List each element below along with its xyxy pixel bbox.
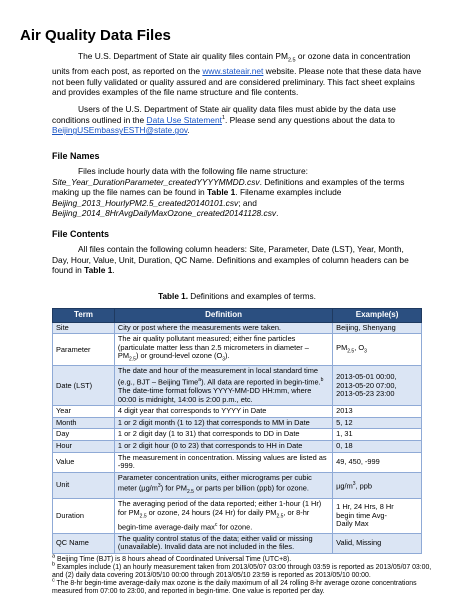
table-footnotes (52, 553, 432, 596)
table-row (53, 322, 422, 334)
footnote-marker: 1 (221, 114, 226, 121)
file-names-text: . (276, 208, 279, 219)
file-contents-text: . (112, 265, 115, 276)
term-cell: Date (LST) (53, 366, 115, 406)
example-cell: Valid, Missing (333, 533, 422, 553)
example-cell: 1 Hr, 24 Hrs, 8 Hr begin time Avg- Daily Max (333, 498, 422, 533)
column-header-examples: Example(s) (333, 309, 422, 323)
footnote-b: $^b$ Examples include (1) an hourly measurement taken from 2013/05/07 03:00 through 03:59 is reported as 2013/05/07 03:00, and (2) daily data covering 2013/05/10 00:00 through 2013/05/10 23:59 is reported as 2013/05/10 00:00. (52, 561, 432, 579)
email-link[interactable]: BeijingUSEmbassyESTH@state.gov (52, 125, 188, 136)
definition-cell: 1 or 2 digit day (1 to 31) that corresponds to DD in Date (114, 429, 332, 441)
filename-structure: Site_Year_DurationParameter_createdYYYYMMDD.csv (52, 176, 260, 187)
page-title: Air Quality Data Files (20, 27, 171, 44)
table-reference: Table 1 (84, 265, 113, 276)
term-cell: Year (53, 406, 115, 418)
table-row (53, 452, 422, 472)
table-caption-label: Table 1. (158, 292, 188, 301)
definition-cell: City or post where the measurements were taken. (114, 322, 332, 334)
term-cell: Parameter (53, 334, 115, 366)
file-names-paragraph (52, 166, 422, 219)
table-caption-text: Definitions and examples of terms. (188, 292, 316, 301)
column-header-term: Term (53, 309, 115, 323)
intro-paragraph-2 (52, 104, 422, 136)
table-row (53, 366, 422, 406)
definition-cell: 1 or 2 digit month (1 to 12) that corresponds to MM in Date (114, 417, 332, 429)
term-cell: Duration (53, 498, 115, 533)
definition-cell: 4 digit year that corresponds to YYYY in Date (114, 406, 332, 418)
term-cell: Unit (53, 472, 115, 498)
definition-cell: The date and hour of the measurement in local standard time (e.g., BJT – Beijing Time$^a$). All data are reported in begin-time.$^b$ The date-time format follows YYYY-MM-DD HH:mm, where 00:00 is midnight, 14:00 is 2:00 p.m., etc. (114, 366, 332, 406)
file-contents-heading: File Contents (52, 229, 110, 239)
intro-text: . (187, 125, 190, 136)
intro-text: The U.S. Department of State air quality files contain PM (78, 51, 288, 61)
file-contents-paragraph (52, 244, 422, 276)
term-cell: QC Name (53, 533, 115, 553)
table-row (53, 334, 422, 366)
term-cell: Hour (53, 441, 115, 453)
file-names-text: . Definitions and examples of the terms making up the file names can be found in (52, 176, 405, 198)
definition-cell: The quality control status of the data; either valid or missing (unavailable). Invalid data are not included in the files. (114, 533, 332, 553)
term-cell: Site (53, 322, 115, 334)
example-cell: Beijing, Shenyang (333, 322, 422, 334)
definitions-table (52, 308, 422, 554)
table-row (53, 533, 422, 553)
table-caption (52, 292, 422, 301)
data-use-statement-link[interactable]: Data Use Statement (146, 114, 222, 125)
table-reference: Table 1 (207, 187, 236, 198)
file-names-text: Files include hourly data with the following file name structure: (78, 166, 308, 176)
table-header-row (53, 309, 422, 323)
definition-cell: 1 or 2 digit hour (0 to 23) that corresponds to HH in Date (114, 441, 332, 453)
file-names-text: . Filename examples include (235, 187, 342, 198)
example-cell: 2013-05-01 00:00, 2013-05-20 07:00, 2013-05-23 23:00 (333, 366, 422, 406)
filename-example-2: Beijing_2014_8HrAvgDailyMaxOzone_created20141128.csv (52, 208, 277, 219)
example-cell: 1, 31 (333, 429, 422, 441)
column-header-definition: Definition (114, 309, 332, 323)
intro-text: or ozone data in concentration units from each post, as reported on the (52, 51, 411, 77)
intro-paragraph-1 (52, 51, 422, 98)
table-row (53, 498, 422, 533)
table-row (53, 472, 422, 498)
definition-cell: Parameter concentration units, either micrograms per cubic meter $(\mu g/m^3)$ for $PM_{2.5}$ or parts per billion (ppb) for ozone. (114, 472, 332, 498)
table-row (53, 441, 422, 453)
example-cell: $\mu g/m^3$, ppb (333, 472, 422, 498)
table-row (53, 417, 422, 429)
file-names-text: ; and (238, 197, 257, 208)
file-contents-text: All files contain the following column headers: Site, Parameter, Date (LST), Year, Month, Day, Hour, Value, Unit, Duration, QC Name. Definitions and examples of column headers can be found in (52, 244, 409, 276)
filename-example-1: Beijing_2013_HourlyPM2.5_created20140101.csv (52, 197, 239, 208)
intro-text: Users of the U.S. Department of State air quality data files must abide by the data use conditions outlined in the (52, 104, 396, 125)
term-cell: Day (53, 429, 115, 441)
footnote-a: $^a$ Beijing Time (BJT) is 8 hours ahead of Coordinated Universal Time (UTC+8). (52, 553, 292, 563)
example-cell: $PM_{2.5}$, $O_3$ (333, 334, 422, 366)
intro-text: . Please send any questions about the data to (225, 114, 395, 125)
footnote-c: $^c$ The 8-hr begin-time average-daily max ozone is the daily maximum of all 24 rolling 8-hr average ozone concentrations measured from 07:00 to 23:00, and reported in begin-time. One value is reported per day. (52, 577, 417, 595)
file-names-heading: File Names (52, 151, 100, 161)
intro-text: website. Please note that these data have not been fully validated or quality assured and are considered preliminary. This fact sheet explains and provides examples of the file name structure and file contents. (52, 66, 422, 98)
definition-cell: The air quality pollutant measured; either fine particles (particulate matter less than 2.5 micrometers in diameter – $PM_{2.5}$) or ground-level ozone $(O_3)$. (114, 334, 332, 366)
term-cell: Month (53, 417, 115, 429)
example-cell: 0, 18 (333, 441, 422, 453)
table-row (53, 406, 422, 418)
example-cell: 49, 450, -999 (333, 452, 422, 472)
definition-cell: The averaging period of the data reported; either 1-hour (1 Hr) for $PM_{2.5}$ or ozone, 24 hours (24 Hr) for daily $PM_{2.5}$, or 8-hr begin-time average-daily $\max^c$ for ozone. (114, 498, 332, 533)
example-cell: 5, 12 (333, 417, 422, 429)
table-row (53, 429, 422, 441)
example-cell: 2013 (333, 406, 422, 418)
stateair-link[interactable]: www.stateair.net (202, 66, 264, 77)
term-cell: Value (53, 452, 115, 472)
pm-subscript: 2.5 (287, 57, 296, 64)
definition-cell: The measurement in concentration. Missing values are listed as -999. (114, 452, 332, 472)
